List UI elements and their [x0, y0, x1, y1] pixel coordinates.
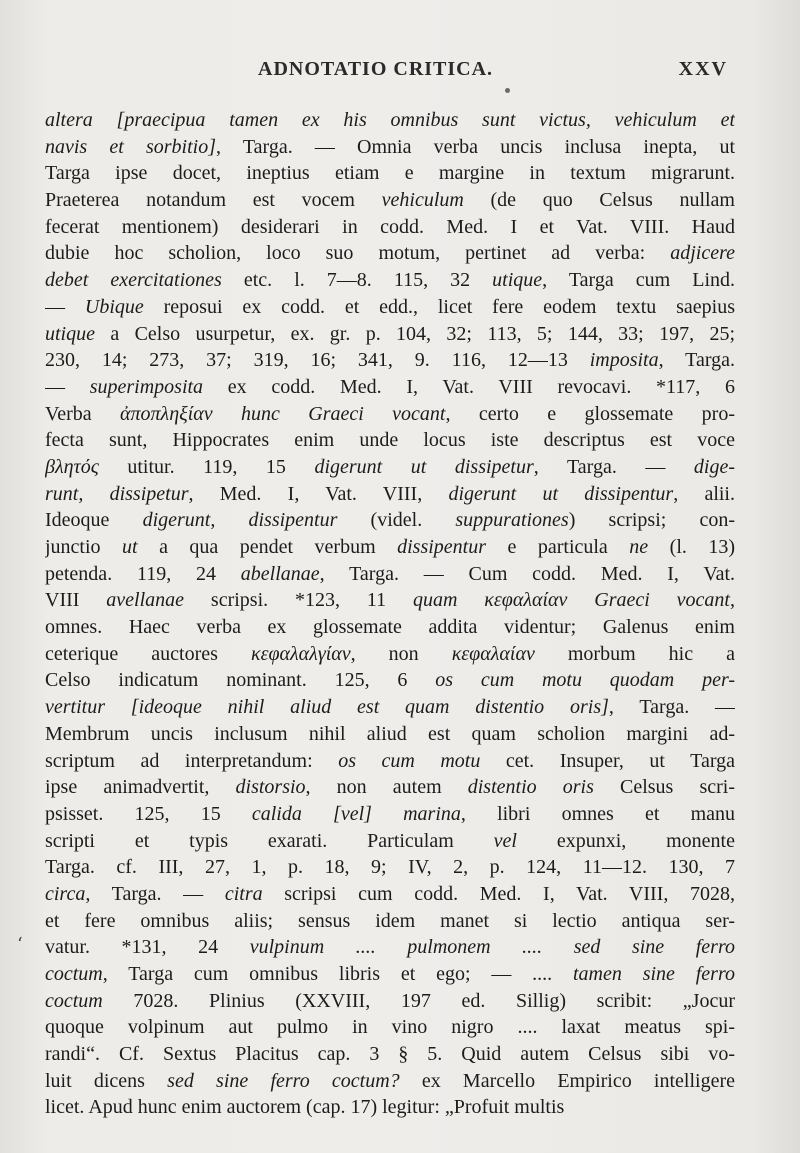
italic-text: vertitur [ideoque nihil aliud est quam distentio oris]: [45, 696, 609, 719]
roman-text: a qua pendet verbum: [137, 536, 398, 558]
roman-text: , non: [350, 642, 452, 665]
text-line: [45, 507, 735, 534]
italic-text: ne: [629, 536, 649, 558]
roman-text: Ideoque: [45, 509, 143, 532]
italic-text: coctum: [45, 963, 103, 985]
roman-text: , certo e glossemate pro-: [445, 402, 735, 425]
italic-text: distorsio: [235, 776, 306, 799]
roman-text: licet. Apud hunc enim auctorem (cap. 17) legitur: „Profuit multis: [45, 1096, 565, 1119]
italic-text: digerunt ut dissipetur: [314, 455, 534, 478]
roman-text: dubie hoc scholion, loco suo motum, pertinet ad verba:: [45, 242, 671, 265]
italic-text: utique: [492, 269, 543, 292]
text-line: [45, 961, 735, 988]
italic-text: κεφαλαίαν: [451, 642, 535, 665]
roman-text: luit dicens: [45, 1069, 168, 1092]
roman-text: ipse animadvertit,: [45, 776, 236, 799]
text-line: [45, 454, 735, 481]
roman-text: (de quo Celsus nullam: [463, 189, 735, 212]
italic-text: utique: [45, 322, 95, 345]
roman-text: omnes. Haec verba ex glossemate addita videntur; Galenus enim: [45, 616, 735, 639]
roman-text: , Targa. —: [85, 882, 225, 905]
page-number: XXV: [678, 58, 728, 80]
italic-text: vel: [493, 829, 517, 852]
italic-text: coctum: [45, 989, 103, 1012]
italic-text: circa: [45, 882, 86, 905]
italic-text: runt, dissipetur: [45, 482, 189, 505]
text-line: [45, 1094, 735, 1121]
text-line: [45, 748, 735, 775]
italic-text: Ubique: [84, 295, 144, 318]
roman-text: , Targa. — Cum codd. Med. I, Vat.: [319, 562, 735, 585]
italic-text: abellanae: [240, 562, 320, 585]
roman-text: 7028. Plinius (XXVIII, 197 ed. Sillig) scribit: „Jocur: [102, 989, 735, 1012]
text-line: [45, 214, 735, 241]
roman-text: (l. 13): [648, 536, 735, 558]
text-line: [45, 561, 735, 588]
critical-notes-text: [45, 107, 735, 1121]
roman-text: scripti et typis exarati. Particulam: [45, 829, 494, 852]
roman-text: , Targa. —: [608, 696, 735, 719]
italic-text: βλητός: [45, 455, 99, 478]
roman-text: Targa ipse docet, ineptius etiam e margine in textum migrarunt.: [45, 162, 735, 185]
text-line: [45, 107, 735, 134]
roman-text: et fere omnibus aliis; sensus idem manet si lectio antiqua ser-: [45, 909, 735, 932]
italic-text: quam κεφαλαίαν Graeci vocant: [412, 589, 730, 612]
text-line: [45, 854, 735, 881]
roman-text: cet. Insuper, ut Targa: [480, 749, 735, 772]
text-line: [45, 534, 735, 561]
text-line: [45, 1068, 735, 1095]
roman-text: , Targa.: [658, 349, 735, 372]
text-line: [45, 721, 735, 748]
italic-text: suppurationes: [455, 509, 569, 532]
text-line: [45, 1014, 735, 1041]
italic-text: imposita: [589, 349, 659, 372]
text-line: [45, 694, 735, 721]
roman-text: Targa. cf. III, 27, 1, p. 18, 9; IV, 2, p. 124, 11—12. 130, 7: [45, 856, 735, 879]
text-line: [45, 828, 735, 855]
roman-text: , Targa cum omnibus libris et ego; — ....: [102, 963, 573, 985]
text-line: [45, 294, 735, 321]
running-title: ADNOTATIO CRITICA.: [258, 58, 494, 80]
roman-text: Verba: [45, 402, 121, 425]
text-line: [45, 401, 735, 428]
roman-text: scripsi cum codd. Med. I, Vat. VIII, 7028,: [262, 882, 735, 905]
roman-text: Celso indicatum nominant. 125, 6: [45, 669, 436, 692]
roman-text: quoque volpinum aut pulmo in vino nigro .... laxat meatus spi-: [45, 1016, 735, 1039]
italic-text: debet exercitationes: [45, 269, 222, 292]
roman-text: Celsus scri-: [593, 776, 735, 799]
roman-text: utitur. 119, 15: [98, 455, 315, 478]
text-line: [45, 667, 735, 694]
roman-text: ex codd. Med. I, Vat. VIII revocavi. *117, 6: [203, 375, 735, 398]
italic-text: κεφαλαλγίαν: [250, 642, 351, 665]
roman-text: , libri omnes et manu: [460, 802, 735, 825]
text-line: [45, 187, 735, 214]
italic-text: distentio oris: [467, 776, 594, 799]
text-line: [45, 160, 735, 187]
roman-text: —: [45, 295, 85, 318]
roman-text: expunxi, monente: [516, 829, 735, 852]
roman-text: ) scripsi; con-: [568, 509, 735, 532]
text-line: [45, 134, 735, 161]
roman-text: petenda. 119, 24: [45, 562, 241, 585]
italic-text: os cum motu: [338, 749, 481, 772]
text-line: [45, 801, 735, 828]
roman-text: , non autem: [305, 776, 468, 799]
roman-text: fecerat mentionem) desiderari in codd. Med. I et Vat. VIII. Haud: [45, 215, 735, 238]
italic-text: avellanae: [106, 589, 185, 612]
roman-text: ex Marcello Empirico intelligere: [399, 1069, 735, 1092]
roman-text: psisset. 125, 15: [45, 802, 252, 825]
roman-text: scriptum ad interpretandum:: [45, 749, 339, 772]
italic-text: dige-: [693, 455, 735, 478]
italic-text: altera [praecipua tamen ex his omnibus sunt victus, vehiculum et: [45, 109, 735, 131]
page-header: [0, 56, 800, 88]
roman-text: e particula: [486, 536, 630, 558]
text-line: [45, 908, 735, 935]
italic-text: sed sine ferro coctum?: [167, 1069, 400, 1092]
roman-text: junctio: [45, 536, 123, 558]
italic-text: superimposita: [89, 375, 204, 398]
text-line: [45, 347, 735, 374]
roman-text: , alii.: [673, 482, 735, 505]
text-line: [45, 240, 735, 267]
italic-text: ut: [122, 536, 138, 558]
text-line: [45, 988, 735, 1015]
margin-mark: ‘: [17, 934, 23, 955]
italic-text: navis et sorbitio]: [45, 135, 217, 158]
roman-text: randi“. Cf. Sextus Placitus cap. 3 § 5. Quid autem Celsus sibi vo-: [45, 1043, 735, 1066]
roman-text: reposui ex codd. et edd., licet fere eodem textu saepius: [143, 295, 735, 318]
text-line: [45, 267, 735, 294]
italic-text: dissipentur: [397, 536, 487, 558]
roman-text: (videl.: [337, 509, 456, 532]
roman-text: a Celso usurpetur, ex. gr. p. 104, 32; 113, 5; 144, 33; 197, 25;: [95, 322, 735, 345]
italic-text: digerunt, dissipentur: [142, 509, 338, 532]
text-line: [45, 614, 735, 641]
roman-text: , Targa cum Lind.: [542, 269, 735, 292]
text-line: [45, 881, 735, 908]
roman-text: —: [45, 375, 90, 398]
roman-text: 230, 14; 273, 37; 319, 16; 341, 9. 116, 12—13: [45, 349, 590, 372]
roman-text: etc. l. 7—8. 115, 32: [221, 269, 493, 292]
italic-text: vulpinum .... pulmonem .... sed sine ferro: [249, 936, 735, 959]
text-line: [45, 427, 735, 454]
ink-speck: [505, 88, 510, 93]
italic-text: adjicere: [670, 242, 735, 265]
roman-text: Praeterea notandum est vocem: [45, 189, 382, 212]
italic-text: citra: [224, 882, 263, 905]
roman-text: , Targa. — Omnia verba uncis inclusa inepta, ut: [216, 135, 735, 158]
italic-text: vehiculum: [381, 189, 464, 212]
roman-text: ceterique auctores: [45, 642, 251, 665]
roman-text: vatur. *131, 24: [45, 936, 250, 959]
roman-text: morbum hic a: [534, 642, 735, 665]
text-line: [45, 641, 735, 668]
text-line: [45, 774, 735, 801]
roman-text: ,: [729, 589, 735, 612]
italic-text: calida [vel] marina: [251, 802, 461, 825]
italic-text: ἀποπληξίαν hunc Graeci vocant: [120, 402, 446, 425]
roman-text: , Med. I, Vat. VIII,: [188, 482, 449, 505]
roman-text: fecta sunt, Hippocrates enim unde locus iste descriptus est voce: [45, 429, 735, 452]
text-line: [45, 1041, 735, 1068]
roman-text: scripsi. *123, 11: [184, 589, 413, 612]
roman-text: , Targa. —: [533, 455, 694, 478]
text-line: [45, 321, 735, 348]
italic-text: tamen sine ferro: [573, 963, 735, 985]
roman-text: VIII: [45, 589, 107, 612]
text-line: [45, 481, 735, 508]
roman-text: Membrum uncis inclusum nihil aliud est quam scholion margini ad-: [45, 722, 735, 745]
text-line: [45, 934, 735, 961]
italic-text: os cum motu quodam per-: [435, 669, 735, 692]
italic-text: digerunt ut dissipentur: [448, 482, 674, 505]
text-line: [45, 587, 735, 614]
text-line: [45, 374, 735, 401]
